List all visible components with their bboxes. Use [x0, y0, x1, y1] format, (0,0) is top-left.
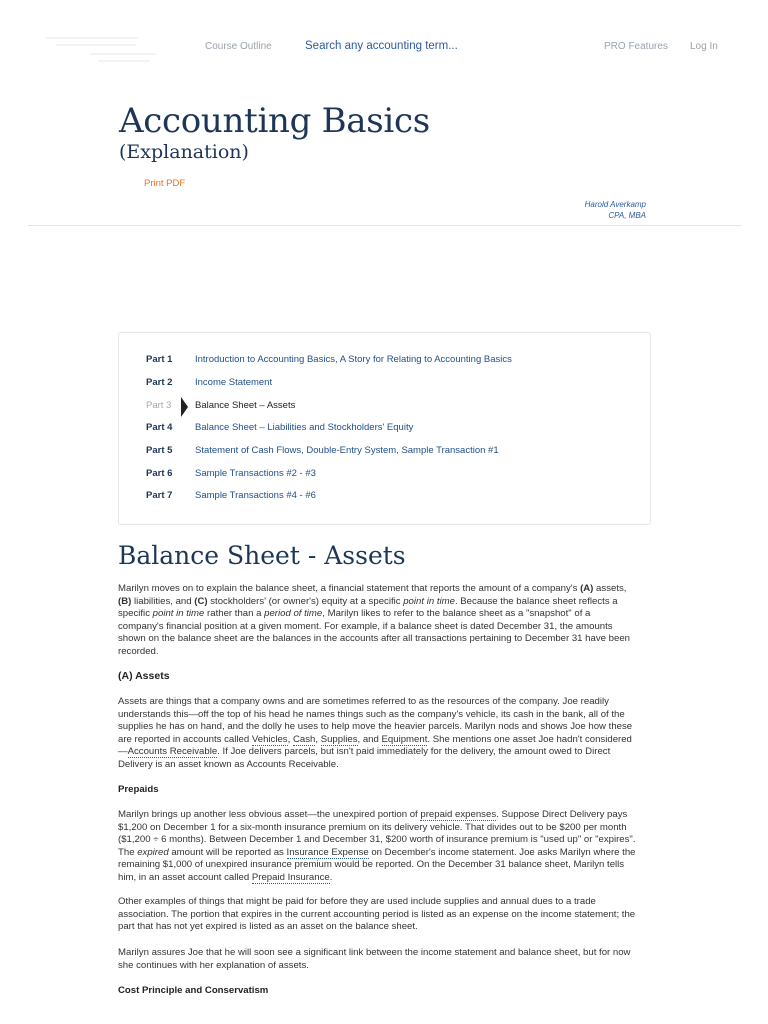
paragraph-text: assets, [593, 583, 627, 594]
author-name[interactable]: Harold Averkamp [584, 200, 646, 209]
toc-part-label: Part 5 [146, 445, 173, 456]
glossary-term-link[interactable]: Supplies [320, 733, 358, 745]
toc-part-title[interactable]: Statement of Cash Flows, Double-Entry System, Sample Transaction #1 [195, 445, 499, 456]
nav-log-in[interactable]: Log In [690, 41, 718, 52]
glossary-term-link[interactable]: Vehicles [251, 733, 288, 745]
paragraph-text: on December's income statement. Joe asks Marilyn where the remaining $1,000 of unexpired insurance premium would be reported. On the December 31 balance sheet, Marilyn tells him, in an asset account called [118, 846, 636, 883]
paragraph-text: amount will be reported as [168, 846, 287, 858]
glossary-term-link[interactable]: Prepaid Insurance [251, 871, 330, 883]
italic-text: point in time [403, 595, 455, 607]
paragraph-text: Marilyn moves on to explain the balance sheet, a financial statement that reports the amount of a company's [118, 583, 581, 594]
toc-part-title[interactable]: Introduction to Accounting Basics, A Story for Relating to Accounting Basics [195, 354, 512, 365]
paragraph-text: stockholders' (or owner's) equity at a specific [207, 595, 404, 607]
page-subtitle: (Explanation) [119, 141, 249, 163]
prepaids-heading: Prepaids [118, 784, 159, 795]
toc-part-title[interactable]: Income Statement [195, 377, 273, 388]
author-byline[interactable] [585, 199, 646, 221]
bold-text: (C) [194, 595, 208, 607]
nav-pro-features[interactable]: PRO Features [604, 41, 668, 52]
paragraph-text: liabilities, and [131, 595, 195, 607]
paragraph-balance-sheet-intro [118, 583, 638, 658]
site-logo[interactable] [46, 33, 158, 67]
toc-part-label: Part 2 [146, 377, 173, 388]
section-heading: Balance Sheet - Assets [118, 541, 406, 570]
italic-text: expired [137, 846, 169, 858]
header-divider [28, 225, 741, 226]
toc-part-label: Part 4 [146, 422, 173, 433]
glossary-term-link[interactable]: Equipment [381, 733, 428, 745]
author-credentials: CPA, MBA [608, 211, 646, 220]
search-input[interactable]: Search any accounting term... [305, 40, 458, 52]
paragraph-text: Assets are things that a company owns and are sometimes referred to as the resources of the company. Joe readily understands this—off the top of his head he names things such as the company's vehicle, its cash in the bank, all of the supplies he has on hand, and the dolly he uses to help move the heavier parcels. Marilyn nods and shows Joe how these are reported in accounts called [118, 696, 633, 745]
toc-part-title[interactable]: Sample Transactions #2 - #3 [195, 468, 316, 479]
toc-part-title[interactable]: Balance Sheet – Liabilities and Stockholders' Equity [195, 422, 414, 433]
toc-part-label: Part 7 [146, 490, 173, 501]
paragraph-assets [118, 696, 638, 771]
paragraph-prepaids [118, 809, 638, 884]
current-part-arrow-icon [181, 397, 188, 417]
italic-text: period of time [264, 608, 323, 619]
bold-text: (B) [118, 595, 132, 607]
paragraph-text: . If Joe delivers parcels, but isn't paid immediately for the delivery, the amount owed to Direct Delivery is an asset known as Accounts Receivable. [118, 746, 611, 770]
paragraph-prepaid-examples: Other examples of things that might be paid for before they are used include supplies and annual dues to a trade association. The portion that expires in the current accounting period is listed as an expense on the income statement; the part that has not yet expired is listed as an asset on the balance sheet. [118, 896, 636, 932]
paragraph-text: . Because the balance sheet reflects a specific [118, 595, 618, 619]
table-of-contents [118, 332, 651, 525]
toc-part-title: Balance Sheet – Assets [195, 400, 296, 411]
paragraph-text: . [329, 871, 333, 883]
italic-text: point in time [152, 608, 205, 619]
paragraph-text: . Suppose Direct Delivery pays $1,200 on December 1 for a six-month insurance premium on its delivery vehicle. That divides out to be $200 per month ($1,200 ÷ 6 months). Between December 1 and December 31, $200 worth of insurance premium is "used up" or "expires". The [118, 809, 636, 858]
paragraph-text: . She mentions one asset Joe hadn't considered— [118, 733, 632, 757]
toc-part-label: Part 6 [146, 468, 173, 479]
glossary-term-link[interactable]: Insurance Expense [286, 846, 369, 858]
paragraph-text: Marilyn brings up another less obvious asset—the unexpired portion of [118, 809, 421, 820]
nav-course-outline[interactable]: Course Outline [205, 41, 272, 52]
cost-principle-heading: Cost Principle and Conservatism [118, 985, 269, 996]
paragraph-text: , and [357, 733, 382, 745]
toc-part-label: Part 3 [146, 400, 172, 411]
paragraph-text: rather than a [204, 608, 265, 619]
assets-heading: (A) Assets [118, 670, 170, 682]
paragraph-text: , Marilyn likes to refer to the balance sheet as a "snapshot" of a company's financial position at a given moment. For example, if a balance sheet is dated December 31, the amounts shown on the balance sheet are the balances in the accounts after all transactions pertaining to December 31 have been recorded. [118, 608, 630, 657]
top-navigation [0, 0, 768, 95]
toc-part-title[interactable]: Sample Transactions #4 - #6 [195, 490, 316, 501]
paragraph-link-statements: Marilyn assures Joe that he will soon see a significant link between the income statement and balance sheet, but for now she continues with her explanation of assets. [118, 947, 631, 971]
glossary-term-link[interactable]: Accounts Receivable [127, 746, 218, 757]
paragraph-text: , [287, 733, 293, 745]
paragraph-text: , [315, 733, 321, 745]
page-title: Accounting Basics [119, 101, 430, 141]
glossary-term-link[interactable]: prepaid expenses [420, 809, 497, 820]
bold-text: (A) [580, 583, 594, 594]
print-pdf-link[interactable]: Print PDF [144, 178, 186, 189]
toc-part-label: Part 1 [146, 354, 173, 365]
glossary-term-link[interactable]: Cash [292, 733, 316, 745]
